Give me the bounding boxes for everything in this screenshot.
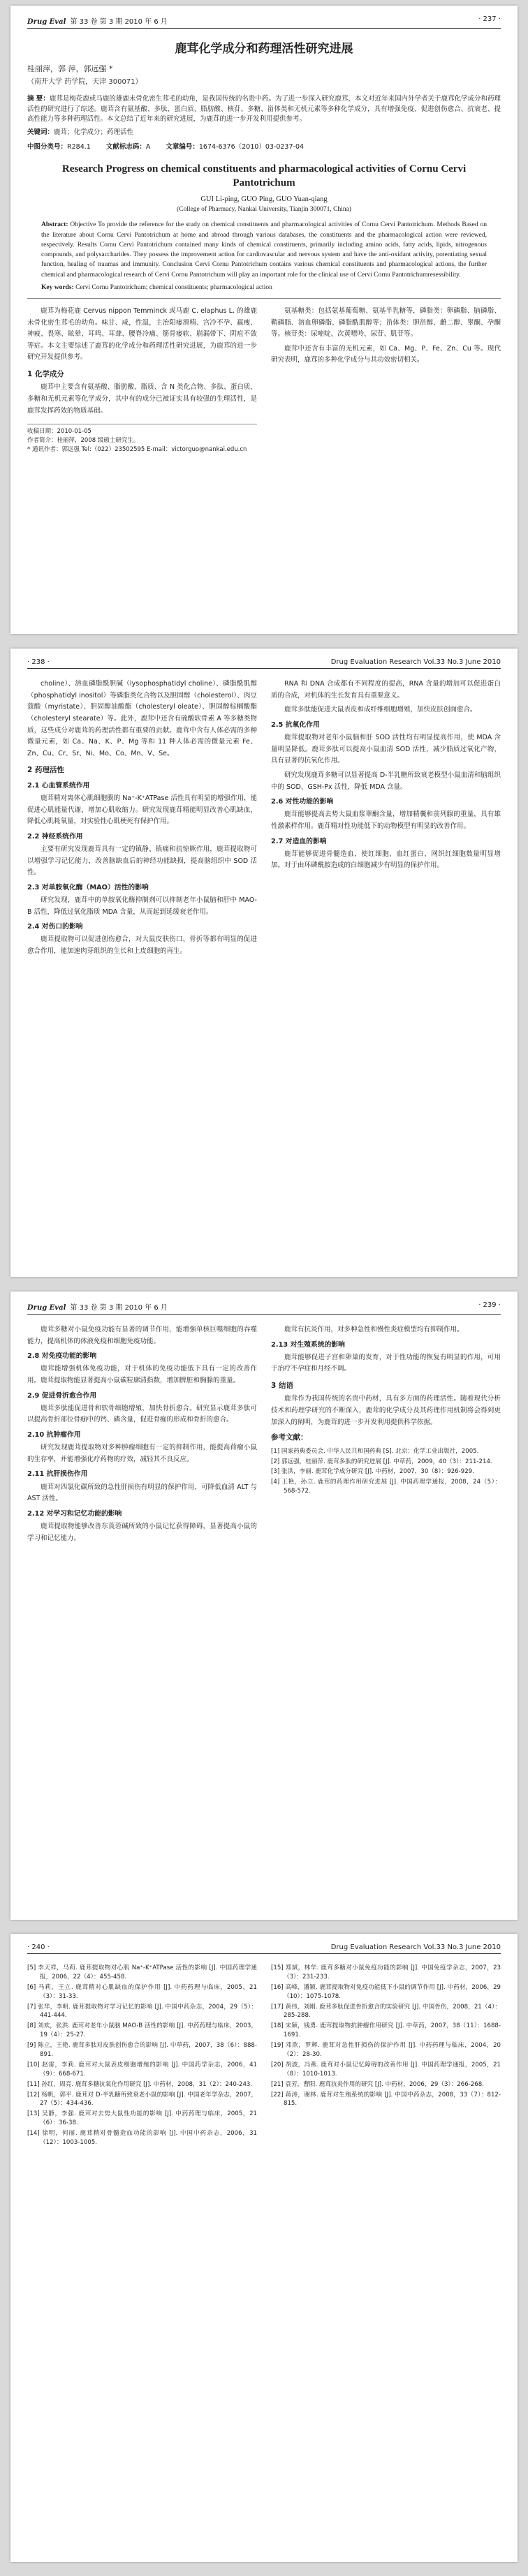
section-heading: 1 化学成分 (27, 370, 64, 378)
subsection-heading: 2.5 抗氧化作用 (271, 720, 320, 729)
subsection-heading: 2.1 心血管系统作用 (27, 781, 90, 790)
subsection-heading: 2.6 对性功能的影响 (271, 798, 334, 806)
reference-item: [2] 郭远强，桂丽萍. 鹿茸多肽的研究进展 [J]. 中草药，2009，40（3）：211-214. (271, 1458, 492, 1465)
affiliation-cn: （南开大学 药学院，天津 300071） (27, 78, 142, 86)
column-left: choline）、溶血磷脂酰胆碱（lysophosphatidyl choline）、磷脂酰肌醇（phosphatidyl inositol）等磷脂类化合物以及胆固醇（cholesterol）、肉豆蔻酸（myristate）、胆固醇油酸酯（cholesteryl oleate）、胆固醇棕榈酸酯（cholesteryl stearate）等。此外，鹿茸中还含有硫酸软骨素 A 等多糖类物质，这些成分对鹿茸的药理活性都有重要的贡献。鹿茸中含有人体必需的多种微量元素，如 Ca、Na、K、P、Mg 等和 11 种人体必需的微量元素 Fe、Zn、Cu、Cr、Sr、Ni、Mo、Co、Mn、V、Se。 2 药理活性 2.1 心血管系统作用 鹿茸精对离体心肌细胞膜的 Na⁺-K⁺ATPase 活性具有明显的增强作用，能促进心肌能量代谢，增加心肌收缩力。研究发现鹿茸精能明显改善心肌缺血，降低心肌耗氧量，对实验性心肌梗死有保护作用。 2.2 神经系统作用 主要有研究发现鹿茸具有一定的镇静、镇痛和抗惊厥作用，鹿茸提取物可以增强学习记忆能力，改善脑缺血后的神经功能缺损，提高脑组织中 SOD 活性。 2.3 对单胺氧化酶（MAO）活性的影响 研究发现，鹿茸中的单胺氧化酶抑制剂可以抑制老年小鼠脑和肝中 MAO-B 活性，降低过氧化脂质 MDA 含量，从而起到延缓衰老作用。 2.4 对伤口的影响 鹿茸提取物可以促进创伤愈合，对大鼠皮肤伤口、骨折等都有明显的促进愈合作用，能加速肉芽组织的生长和上皮细胞的再生。 (27, 680, 257, 955)
column-right: 鹿茸有抗炎作用，对多种急性和慢性炎症模型均有抑制作用。 2.13 对生殖系统的影响 鹿茸能够促进子宫和卵巢的发育，对于性功能的恢复有明显的作用，可用于治疗不孕症和月经不调。 3 结语 鹿茸作为我国传统的名贵中药材，具有多方面的药理活性。随着现代分析技术和药理学研究的不断深入，鹿茸的化学成分及其药理作用机制将会得到更加深入的阐明，为鹿茸的进一步开发利用提供科学依据。 参考文献： [1] 国家药典委员会. 中华人民共和国药典 [S]. 北京：化学工业出版社，2005. [2] 郭远强，桂丽萍. 鹿茸多肽的研究进展 [J]. 中草药，2009，40（3）：211-214. [3] 张洪，李丽. 鹿茸化学成分研究 [J]. 中药材，2007，30（8）：926-929. [4] 王艳，孙立. 鹿茸的药理作用研究进展 [J]. 中国药理学通报，2008，24（5）：568-572. (271, 1326, 501, 1495)
reference-item: [22] 蒋涛，谢林. 鹿茸对生殖系统的影响 [J]. 中国中药杂志，2008，33（7）：812-815. (271, 2091, 501, 2108)
page-number: · 239 · (478, 1301, 501, 1309)
reference-item: [17] 黄伟，刘刚. 鹿茸多肽促进骨折愈合的实验研究 [J]. 中国骨伤，2008，21（4）：285-288. (271, 2003, 501, 2020)
reference-item: [8] 刘欢，张洪. 鹿茸对老年小鼠脑 MAO-B 活性的影响 [J]. 中药药理与临床，2003，19（4）：25-27. (27, 2022, 257, 2039)
subsection-heading: 2.10 抗肿瘤作用 (27, 1431, 81, 1439)
abstract-cn: 摘 要：鹿茸是梅花鹿或马鹿的雄鹿未骨化密生茸毛的幼角，是我国传统的名贵中药。为了进一步深入研究鹿茸，本文对近年来国内外学者关于鹿茸化学成分和药理活性的研究进行了综述。鹿茸含有氨基酸、多肽、蛋白质、脂肪酸、核苷、多糖、甾体类和无机元素等多种化学成分，具有增强免疫、促进创伤愈合、抗衰老、提高性能力等多种药理活性。本文总结了近年来的研究进展，为鹿茸的进一步开发利用提供参考。 (27, 95, 501, 124)
body-columns (27, 1324, 501, 1547)
subsection-heading: 2.11 抗肝损伤作用 (27, 1470, 88, 1479)
authors-cn: 桂丽萍，郭 萍，郭远强 * (27, 64, 113, 73)
classification-row: 中图分类号：R284.1 文献标志码：A 文章编号：1674-6376（2010）03-0237-04 (27, 142, 305, 151)
reference-item: [10] 赵雷，李莉. 鹿茸对大鼠表皮细胞增殖的影响 [J]. 中国药学杂志，2006，41（9）：668-671. (27, 2061, 257, 2078)
running-header (27, 15, 501, 29)
paragraph: 鹿茸中主要含有氨基酸、脂肪酸、脂质、含 N 类化合物、多肽、蛋白质、多糖和无机元素等化学成分，其中有的成分已被证实具有较强的生理活性，是鹿茸发挥药效的物质基础。 (27, 383, 257, 415)
reference-item: [16] 高峰，潘颖. 鹿茸提取物对免疫功能低下小鼠的调节作用 [J]. 中药材，2006，29（10）：1075-1078. (271, 1983, 501, 2000)
column-left (27, 1964, 257, 2149)
section-heading: 2 药理活性 (27, 766, 64, 775)
page-number: · 237 · (478, 15, 501, 23)
body-columns (27, 306, 501, 454)
keywords-cn: 关键词：鹿茸；化学成分；药理活性 (27, 128, 134, 137)
page-number: · 238 · (27, 658, 50, 666)
column-left: 鹿茸多糖对小鼠免疫功能有显著的调节作用，能增强单核巨噬细胞的吞噬能力，提高机体的体液免疫和细胞免疫功能。 2.8 对免疫功能的影响 鹿茸能增强机体免疫功能，对于机体的免疫功能低下具有一定的改善作用。鹿茸提取物能显著提高小鼠碳粒廓清指数，增加脾脏和胸腺的重量。 2.9 促进骨折愈合作用 鹿茸多肽能促进骨和软骨细胞增殖，加快骨折愈合。研究显示鹿茸多肽可以提高骨折部位骨痂中的钙、磷含量，促进骨痂的形成和骨折的愈合。 2.10 抗肿瘤作用 研究发现鹿茸提取物对多种肿瘤细胞有一定的抑制作用，能提高荷瘤小鼠的生存率，并能增强化疗药物的疗效，减轻其不良反应。 2.11 抗肝损伤作用 鹿茸对四氯化碳所致的急性肝损伤有明显的保护作用，可降低血清 ALT 与 AST 活性。 2.12 对学习和记忆功能的影响 鹿茸提取物能够改善东莨菪碱所致的小鼠记忆获得障碍，显著提高小鼠的学习和记忆能力。 (27, 1326, 257, 1542)
reference-item: [1] 国家药典委员会. 中华人民共和国药典 [S]. 北京：化学工业出版社，2005. (271, 1447, 479, 1455)
running-header (27, 1944, 501, 1954)
journal-info: Drug Evaluation Research Vol.33 No.3 June 2010 (330, 658, 501, 666)
reference-item: [5] 李天祥，马莉. 鹿茸提取物对心肌 Na⁺-K⁺ATPase 活性的影响 [J]. 中国药理学通报，2006，22（4）：455-458. (27, 1964, 257, 1981)
footnote: 收稿日期：2010-01-05 作者简介：桂丽萍，2008 级硕士研究生。 * 通讯作者：郭远强 Tel:（022）23502595 E-mail：victorguo@nankai.edu.cn (27, 424, 257, 454)
reference-item: [18] 宋颖，钱勇. 鹿茸提取物抗肿瘤作用研究 [J]. 中草药，2007，38（11）：1688-1691. (271, 2022, 501, 2039)
reference-item: [3] 张洪，李丽. 鹿茸化学成分研究 [J]. 中药材，2007，30（8）：926-929. (271, 1468, 474, 1476)
page-3 (10, 1291, 518, 1920)
keywords-en: Key words: Cervi Cornu Pantotrichum; chemical constituents; pharmacological action (41, 283, 272, 291)
reference-item: [15] 郑斌，林华. 鹿茸多糖对小鼠免疫功能的影响 [J]. 中国免疫学杂志，2007，23（3）：231-233. (271, 1964, 501, 1981)
page-1 (10, 6, 518, 634)
paragraph: 氨基糖类：包括氨基葡萄糖、氨基半乳糖等，磷脂类：卵磷脂、脑磷脂、鞘磷脂、溶血卵磷脂、磷脂酰肌醇等；甾体类：胆甾醇、雌二醇、睾酮、孕酮等。核苷类：尿嘧啶、次黄嘌呤、尿苷、肌苷等。 (271, 306, 501, 339)
column-right (271, 1964, 501, 2149)
journal-logo: Drug Eval (27, 18, 66, 26)
journal-logo: Drug Eval (27, 1304, 66, 1312)
reference-item: [7] 张华，李明. 鹿茸提取物对学习记忆的影响 [J]. 中国中药杂志，2004，29（5）：441-444. (27, 2003, 257, 2020)
reference-item: [19] 邓欣，罗辉. 鹿茸对急性肝损伤的保护作用 [J]. 中药药理与临床，2004，20（2）：28-30. (271, 2042, 501, 2059)
page-4 (10, 1934, 518, 2562)
page-number: · 240 · (27, 1944, 50, 1951)
reference-item: [14] 徐明，何丽. 鹿茸精对骨髓造血功能的影响 [J]. 中国中药杂志，2006，31（12）：1003-1005. (27, 2130, 257, 2147)
issue-info: 第 33 卷 第 3 期 2010 年 6 月 (70, 1304, 168, 1312)
subsection-heading: 2.13 对生殖系统的影响 (271, 1340, 345, 1349)
subsection-heading: 2.4 对伤口的影响 (27, 923, 83, 931)
issue-info: 第 33 卷 第 3 期 2010 年 6 月 (70, 18, 168, 26)
reference-item: [20] 胡波，冯燕. 鹿茸对小鼠记忆障碍的改善作用 [J]. 中国药理学通报，2005，21（8）：1010-1013. (271, 2061, 501, 2078)
section-heading: 3 结语 (271, 1382, 293, 1391)
references-heading: 参考文献： (271, 1433, 308, 1442)
title-en: Research Progress on chemical constituents and pharmacological activities of Cornu Cervi Pantotrichum (61, 163, 467, 189)
column-right (271, 306, 501, 454)
subsection-heading: 2.9 促进骨折愈合作用 (27, 1391, 97, 1400)
journal-info: Drug Evaluation Research Vol.33 No.3 June 2010 (330, 1944, 501, 1951)
column-right: RNA 和 DNA 合成都有不同程度的提高，RNA 含量的增加可以促进蛋白质的合成，对机体的生长发育具有重要意义。 鹿茸多肽能促进大鼠表皮和成纤维细胞增殖，加快皮肤创面愈合。 2.5 抗氧化作用 鹿茸提取物对老年小鼠脑和肝 SOD 活性均有明显提高作用，使 MDA 含量明显降低。鹿茸多肽可以提高小鼠血清 SOD 活性，减少脂质过氧化产物，具有显著的抗氧化作用。 研究发现鹿茸多糖可以显著提高 D-半乳糖所致衰老模型小鼠血清和脑组织中的 SOD、GSH-Px 活性，降低 MDA 含量。 2.6 对性功能的影响 鹿茸能够提高去势大鼠血浆睾酮含量，增加精囊和前列腺的重量，具有雄性激素样作用。鹿茸精对性功能低下的动物模型有明显的改善作用。 2.7 对造血的影响 鹿茸能够促进骨髓造血，使红细胞、血红蛋白、网织红细胞数量明显增加。对于由环磷酰胺造成的白细胞减少有明显的保护作用。 (271, 680, 501, 870)
title-cn: 鹿茸化学成分和药理活性研究进展 (175, 42, 353, 56)
subsection-heading: 2.2 神经系统作用 (27, 832, 83, 841)
abstract-en: Abstract: Objective To provide the reference for the study on chemical constituents and pharmacological activities of Cornu Cervi Pantotrichum. Methods Based on the literature about Cornu Cervi Pantotrichum at home and abroad through various databases, the constituents and the pharmacological action were reviewed, respectively. Results Cornu Cervi Pantotrichum contained many kinds of chemical constituents, primarily including amino acids, fatty acids, lipids, nitrogenous compounds, and polysaccharides. They possess the improvement action for cardiovascular and nervous system and have the anti-oxidant activity, potentiating sexual function, healing of traumas and immunity. Conclusion Cervi Cornu Pantotrichum contains various chemical constituents and pharmacological actions, the further chemical and pharmacological research of Cervi Cornu Pantotrichum will play an important role for the clinical use of Cervi Cornu Pantotrichumresessibility. (41, 221, 487, 279)
reference-columns (27, 1964, 501, 2149)
subsection-heading: 2.8 对免疫功能的影响 (27, 1352, 97, 1361)
running-header (27, 1301, 501, 1315)
running-header (27, 658, 501, 669)
reference-item: [21] 袁芳，曹阳. 鹿茸抗炎作用的研究 [J]. 中药材，2006，29（3）：266-268. (271, 2080, 484, 2088)
reference-item: [6] 马莉，王立. 鹿茸精对心肌缺血的保护作用 [J]. 中药药理与临床，2005，21（3）：31-33. (27, 1983, 257, 2000)
paragraph: 鹿茸中还含有丰富的无机元素，如 Ca、Mg、P、Fe、Zn、Cu 等。现代研究表明，鹿茸的多种化学成分与其功效密切相关。 (271, 344, 501, 364)
subsection-heading: 2.7 对造血的影响 (271, 837, 327, 845)
reference-item: [11] 孙红，周亮. 鹿茸多糖抗氧化作用研究 [J]. 中药材，2008，31（2）：240-243. (27, 2080, 253, 2088)
body-columns (27, 679, 501, 961)
reference-item: [9] 陈立，王艳. 鹿茸多肽对皮肤创伤愈合的影响 [J]. 中草药，2007，38（6）：888-891. (27, 2042, 257, 2059)
affiliation-en: (College of Pharmacy, Nankai University, Tianjin 300071, China) (177, 206, 351, 214)
column-left (27, 306, 257, 454)
subsection-heading: 2.3 对单胺氧化酶（MAO）活性的影响 (27, 883, 149, 891)
reference-item: [12] 杨帆，郭平. 鹿茸对 D-半乳糖所致衰老小鼠的影响 [J]. 中国老年学杂志，2007，27（5）：434-436. (27, 2091, 257, 2108)
paragraph: 鹿茸为梅花鹿 Cervus nippon Temminck 或马鹿 C. elaphus L. 的雄鹿未骨化密生茸毛的幼角。味甘、咸，性温，主治阳痿滑精、宫冷不孕、羸瘦、神疲、畏寒、眩晕、耳鸣、耳聋、腰脊冷痛、筋骨痿软、崩漏带下、阴疽不敛等症。本文主要综述了鹿茸的化学成分和药理活性研究进展，为鹿茸的进一步研究开发提供参考。 (27, 306, 257, 362)
authors-en: GUI Li-ping, GUO Ping, GUO Yuan-qiang (200, 195, 328, 204)
reference-item: [4] 王艳，孙立. 鹿茸的药理作用研究进展 [J]. 中国药理学通报，2008，24（5）：568-572. (271, 1479, 501, 1495)
reference-item: [13] 吴静，李强. 鹿茸对去势大鼠性功能的影响 [J]. 中药药理与临床，2005，21（6）：36-38. (27, 2110, 257, 2127)
subsection-heading: 2.12 对学习和记忆功能的影响 (27, 1509, 122, 1518)
page-2 (10, 649, 518, 1277)
